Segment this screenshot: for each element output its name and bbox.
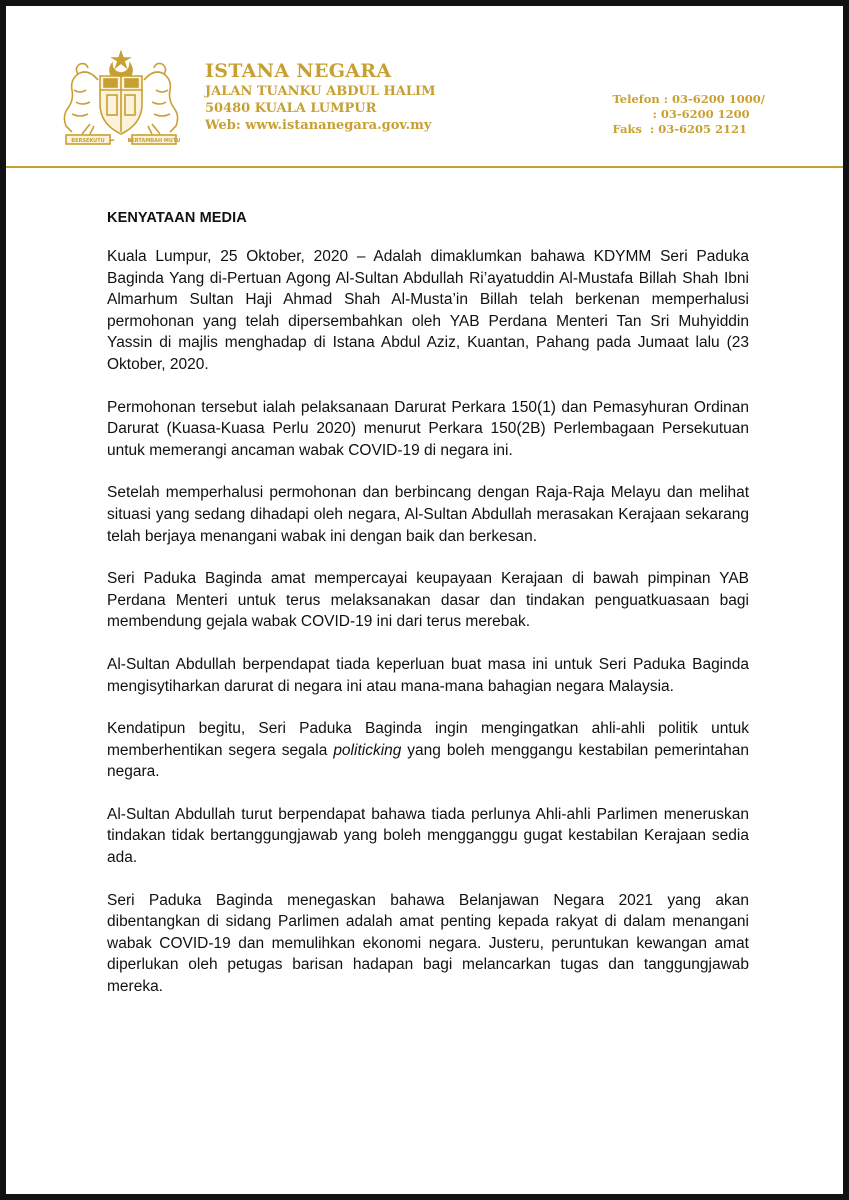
address-line-1: JALAN TUANKU ABDUL HALIM bbox=[205, 84, 436, 99]
crest-motto-left: BERSEKUTU bbox=[71, 138, 105, 144]
fax-line: Faks : 03-6205 2121 bbox=[612, 122, 748, 136]
document-title: KENYATAAN MEDIA bbox=[107, 210, 247, 226]
paragraph-4: Seri Paduka Baginda amat mempercayai keupayaan Kerajaan di bawah pimpinan YAB Perdana Menteri untuk terus melaksanakan dasar dan tindakan penguatkuasaan bagi membendung gejala wabak COVID-19 ini dari terus merebak. bbox=[107, 570, 749, 631]
paragraph-6 bbox=[107, 718, 749, 783]
contact-block bbox=[613, 92, 765, 137]
paragraph-5: Al-Sultan Abdullah berpendapat tiada keperluan buat masa ini untuk Seri Paduka Baginda mengisytiharkan darurat di negara ini atau mana-mana bahagian negara Malaysia. bbox=[107, 655, 749, 695]
header-divider bbox=[6, 166, 843, 168]
paragraph-1: Kuala Lumpur, 25 Oktober, 2020 – Adalah dimaklumkan bahawa KDYMM Seri Paduka Baginda Yang di-Pertuan Agong Al-Sultan Abdullah Ri’ayatuddin Al-Mustafa Billah Shah Ibni Almarhum Sultan Haji Ahmad Shah Al-Musta’in Billah telah berkenan memperhalusi permohonan yang telah dipersembahkan oleh YAB Perdana Menteri Tan Sri Muhyiddin Yassin di majlis menghadap di Istana Abdul Aziz, Kuantan, Pahang pada Jumaat lalu (23 Oktober, 2020. bbox=[107, 248, 749, 373]
paragraph-8: Seri Paduka Baginda menegaskan bahawa Belanjawan Negara 2021 yang akan dibentangkan di sidang Parlimen adalah amat penting kepada rakyat di dalam menangani wabak COVID-19 dan memulihkan ekonomi negara. Justeru, peruntukan kewangan amat diperlukan oleh petugas barisan hadapan bagi melancarkan tugas dan tanggungjawab mereka. bbox=[107, 891, 749, 996]
address-line-2: 50480 KUALA LUMPUR bbox=[205, 101, 377, 116]
crest-motto-right: BERTAMBAH MUTU bbox=[127, 138, 181, 144]
paragraph-3: Setelah memperhalusi permohonan dan berbincang dengan Raja-Raja Melayu dan melihat situasi yang sedang dihadapi oleh negara, Al-Sultan Abdullah merasakan Kerajaan sekarang telah berjaya menangani wabak ini dengan baik dan berkesan. bbox=[107, 484, 749, 545]
paragraph-6-part-2: yang boleh menggangu kestabilan pemerintahan negara. bbox=[107, 741, 750, 781]
telephone-line-2: : 03-6200 1200 bbox=[612, 107, 750, 121]
letterhead bbox=[6, 6, 843, 171]
paragraph-7: Al-Sultan Abdullah turut berpendapat bahawa tiada perlunya Ahli-ahli Parlimen meneruskan tindakan tidak bertanggungjawab yang boleh mengganggu gugat kestabilan Kerajaan sedia ada. bbox=[107, 805, 749, 867]
document-body bbox=[107, 210, 749, 1019]
coat-of-arms-icon bbox=[60, 50, 182, 150]
organization-name: ISTANA NEGARA bbox=[205, 60, 392, 82]
organization-block bbox=[205, 62, 435, 132]
paragraph-6-italic-term: politicking bbox=[333, 741, 402, 759]
telephone-line-1: Telefon : 03-6200 1000/ bbox=[612, 92, 765, 106]
paragraph-2: Permohonan tersebut ialah pelaksanaan Darurat Perkara 150(1) dan Pemasyhuran Ordinan Darurat (Kuasa-Kuasa Perlu 2020) menurut Perkara 150(2B) Perlembagaan Persekutuan untuk memerangi ancaman wabak COVID-19 di negara ini. bbox=[107, 398, 749, 459]
website: Web: www.istananegara.gov.my bbox=[205, 118, 432, 133]
paragraph-6-part-1: Kendatipun begitu, Seri Paduka Baginda ingin mengingatkan ahli-ahli politik untuk memberhentikan segera segala bbox=[107, 720, 749, 759]
